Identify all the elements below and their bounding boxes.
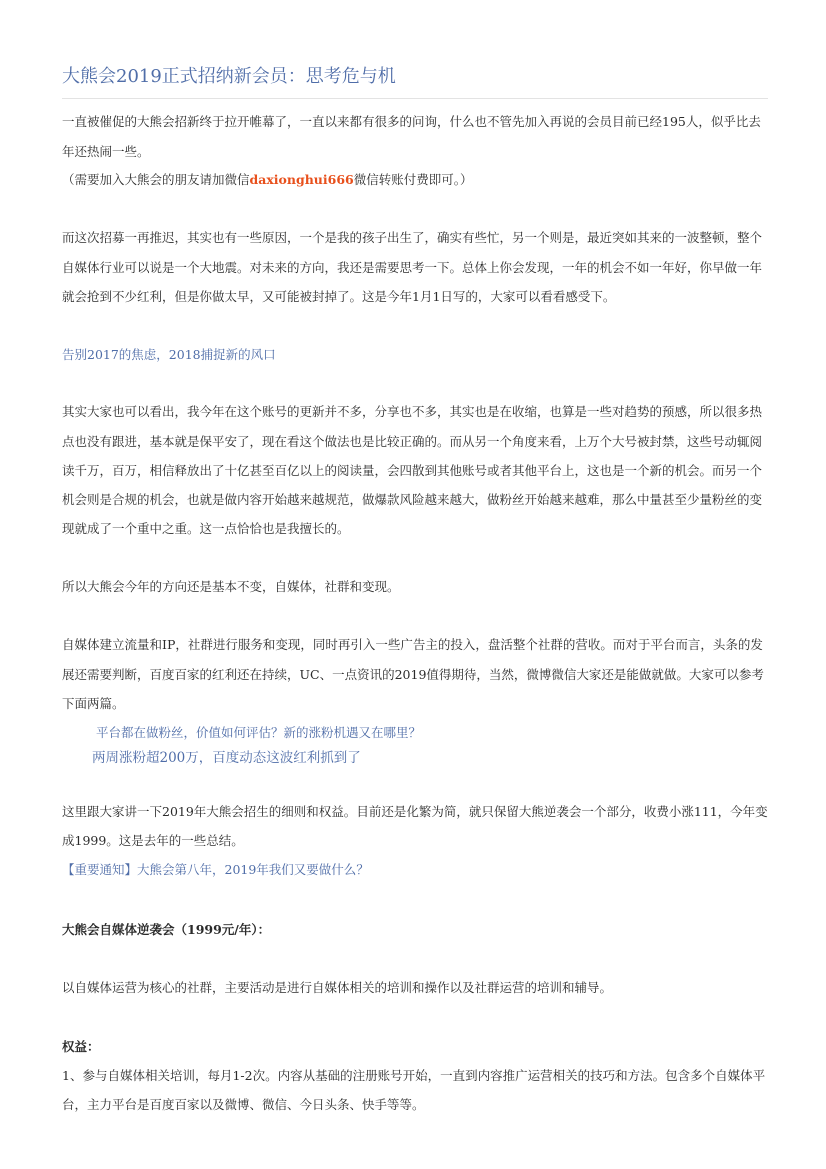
para3-text: 所以大熊会今年的方向还是基本不变，自媒体，社群和变现。 <box>62 579 400 594</box>
rights-item-1-line-2: 台，主力平台是百度百家以及微博、微信、今日头条、快手等等。 <box>62 1097 425 1112</box>
section-heading: 大熊会自媒体逆袭会（1999元/年）： <box>62 922 271 937</box>
para2-line-4: 机会则是合规的机会，也就是做内容开始越来越规范，做爆款风险越来越大，做粉丝开始越来越难，那么中量甚至少量粉丝的变 <box>62 492 763 507</box>
rights-heading: 权益： <box>62 1039 100 1054</box>
article-link-notice[interactable]: 【重要通知】大熊会第八年，2019年我们又要做什么？ <box>62 862 369 877</box>
join-note <box>62 166 768 193</box>
intro-line-1: 一直被催促的大熊会招新终于拉开帷幕了，一直以来都有很多的问询，什么也不管先加入再说的会员目前已经195人，似乎比去 <box>62 114 761 129</box>
para4-line-1: 自媒体建立流量和IP，社群进行服务和变现，同时再引入一些广告主的投入，盘活整个社群的营收。而对于平台而言，头条的发 <box>62 637 763 652</box>
section-description: 以自媒体运营为核心的社群，主要活动是进行自媒体相关的培训和操作以及社群运营的培训和辅导。 <box>62 980 613 995</box>
para4-line-2: 展还需要判断，百度百家的红利还在持续，UC、一点资讯的2019值得期待，当然，微博微信大家还是能做就做。大家可以参考 <box>62 667 764 682</box>
title-divider <box>62 98 768 99</box>
para4-line-3: 下面两篇。 <box>62 696 125 711</box>
rights-item-1-line-1: 1、参与自媒体相关培训，每月1-2次。内容从基础的注册账号开始，一直到内容推广运营相关的技巧和方法。包含多个自媒体平 <box>62 1068 766 1083</box>
para5-line-1: 这里跟大家讲一下2019年大熊会招生的细则和权益。目前还是化繁为简，就只保留大熊逆袭会一个部分，收费小涨111，今年变 <box>62 804 768 819</box>
article-title: 大熊会2019正式招纳新会员：思考危与机 <box>62 66 396 87</box>
article-link-2017[interactable]: 告别2017的焦虑，2018捕捉新的风口 <box>62 347 276 362</box>
intro-line-2: 年还热闹一些。 <box>62 144 150 159</box>
para2-line-2: 点也没有跟进，基本就是保平安了，现在看这个做法也是比较正确的。而从另一个角度来看，上万个大号被封禁，这些号动辄阅 <box>62 434 763 449</box>
article-link-baidu[interactable]: 两周涨粉超200万，百度动态这波红利抓到了 <box>92 750 361 766</box>
para1-line-1: 而这次招募一再推迟，其实也有一些原因，一个是我的孩子出生了，确实有些忙，另一个则是，最近突如其来的一波整顿，整个 <box>62 230 763 245</box>
article-link-fans-value[interactable]: 平台都在做粉丝，价值如何评估？新的涨粉机遇又在哪里？ <box>96 725 422 740</box>
para5-line-2: 成1999。这是去年的一些总结。 <box>62 833 244 848</box>
join-note-suffix: 微信转账付费即可。） <box>353 172 473 187</box>
para2-line-1: 其实大家也可以看出，我今年在这个账号的更新并不多，分享也不多，其实也是在收缩，也算是一些对趋势的预感，所以很多热 <box>62 404 763 419</box>
para2-line-3: 读千万，百万，相信释放出了十亿甚至百亿以上的阅读量，会四散到其他账号或者其他平台上，这也是一个新的机会。而另一个 <box>62 463 763 478</box>
para2-line-5: 现就成了一个重中之重。这一点恰恰也是我擅长的。 <box>62 521 350 536</box>
join-note-prefix: （需要加入大熊会的朋友请加微信 <box>62 172 250 187</box>
para1-line-3: 就会抢到不少红利，但是你做太早，又可能被封掉了。这是今年1月1日写的，大家可以看看感受下。 <box>62 289 616 304</box>
wechat-id: daxionghui666 <box>249 172 354 187</box>
para1-line-2: 自媒体行业可以说是一个大地震。对未来的方向，我还是需要思考一下。总体上你会发现，一年的机会不如一年好，你早做一年 <box>62 260 763 275</box>
